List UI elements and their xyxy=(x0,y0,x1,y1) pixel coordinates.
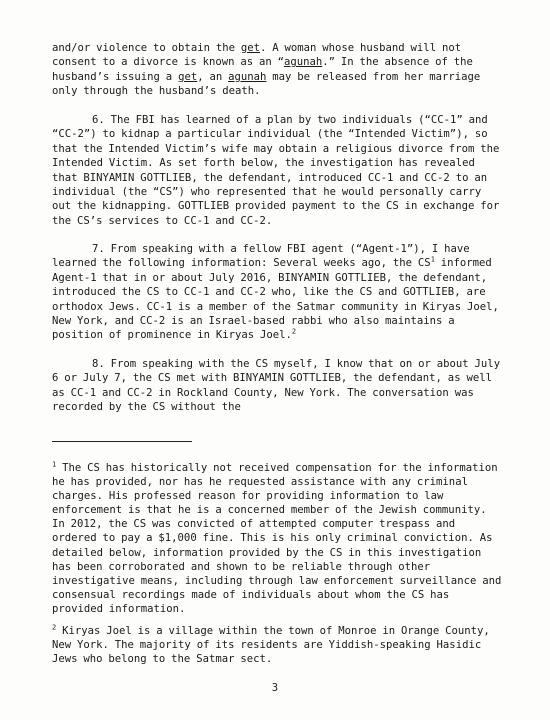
paragraph-8 xyxy=(52,357,504,415)
paragraph-6 xyxy=(52,113,504,228)
term-agunah: agunah xyxy=(284,56,323,69)
footnote-mark-2: 2 xyxy=(52,623,57,632)
text-run: 8. From speaking with the CS myself, I know that on or about July 6 or July 7, the CS met with BINYAMIN GOTTLIEB, the defendant, as well as CC-1 and CC-2 in Rockland County, New York. The conversation was recorded by the CS without the xyxy=(52,358,501,414)
footnote-text: The CS has historically not received compensation for the information he has provided, nor has he requested assistance with any criminal charges. His professed reason for providing information to law enforcement is that he is a concerned member of the Jewish community. In 2012, the CS was convicted of attempted computer trespass and ordered to pay a $1,000 fine. This is his only criminal conviction. As detailed below, information provided by the CS in this investigation has been corroborated and shown to be reliable through other investigative means, including through law enforcement surveillance and consensual recordings made of individuals about whom the CS has provided information. xyxy=(52,462,502,615)
text-run: may be released from her marriage only through the husband’s death. xyxy=(52,70,481,98)
text-run: informed Agent-1 that in or about July 2016, BINYAMIN GOTTLIEB, the defendant, introduced the CS to CC-1 and CC-2 who, like the CS and GOTTLIEB, are orthodox Jews. CC-1 is a member of the Satmar community in Kiryas Joel, New York, and CC-2 is an Israel-based rabbi who also maintains a position of prominence in Kiryas Joel. xyxy=(52,257,499,342)
text-run: .” In the absence of the husband’s issuing a xyxy=(52,56,473,83)
footnote-divider xyxy=(52,441,192,442)
footnote-2 xyxy=(52,624,504,666)
term-get: get xyxy=(240,42,260,54)
page-number: 3 xyxy=(271,682,279,694)
paragraph-7 xyxy=(52,242,504,343)
text-run: . A woman whose husband will not consent to a divorce is known as an “ xyxy=(52,42,462,69)
text-run: 7. From speaking with a fellow FBI agent (“Agent-1”), I have learned the following information: Several weeks ago, the CS xyxy=(52,243,470,270)
paragraph-5-continued xyxy=(52,41,504,99)
term-agunah: agunah xyxy=(228,70,267,83)
footnote-1 xyxy=(52,461,504,616)
footnote-mark-1: 1 xyxy=(52,460,57,469)
footnote-ref-2: 2 xyxy=(291,327,297,336)
text-run: 6. The FBI has learned of a plan by two individuals (“CC-1” and “CC-2”) to kidnap a particular individual (the “Intended Victim”), so that the Intended Victim’s wife may obtain a religious divorce from the Intended Victim. As set forth below, the investigation has revealed that BINYAMIN GOTTLIEB, the defendant, introduced CC-1 and CC-2 to an individual (the “CS”) who represented that he would personally carry out the kidnapping. GOTTLIEB provided payment to the CS in exchange for the CS’s services to CC-1 and CC-2. xyxy=(52,114,500,227)
footnote-ref-1: 1 xyxy=(430,255,435,264)
term-get: get xyxy=(178,70,198,83)
text-run: and/or violence to obtain the xyxy=(52,42,241,54)
footnote-text: Kiryas Joel is a village within the town of Monroe in Orange County, New York. The majority of its residents are Yiddish-speaking Hasidic Jews who belong to the Satmar sect. xyxy=(52,625,490,666)
text-run: , an xyxy=(197,70,229,83)
